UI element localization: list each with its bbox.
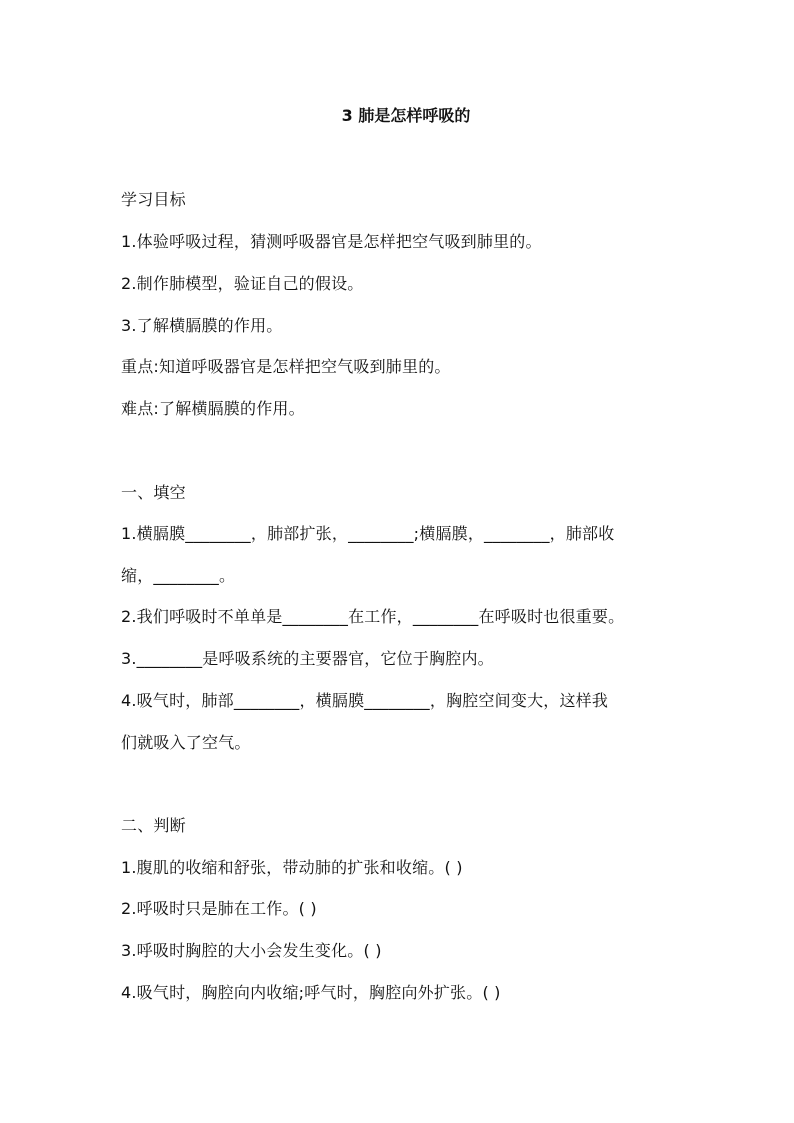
judge-question-1: 1.腹肌的收缩和舒张，带动肺的扩张和收缩。( ) — [121, 858, 463, 877]
fill-question-3: 3.________是呼吸系统的主要器官，它位于胸腔内。 — [121, 649, 494, 668]
page-title: 3 肺是怎样呼吸的 — [341, 106, 471, 125]
fill-question-1-line-2: 缩，________。 — [121, 566, 236, 585]
section2-heading: 二、判断 — [121, 816, 186, 835]
judge-question-2: 2.呼吸时只是肺在工作。( ) — [121, 899, 317, 918]
difficulty-point: 难点:了解横膈膜的作用。 — [121, 399, 305, 418]
judge-question-4: 4.吸气时，胸腔向内收缩;呼气时，胸腔向外扩张。( ) — [121, 983, 501, 1002]
objective-item-2: 2.制作肺模型，验证自己的假设。 — [121, 274, 364, 293]
objective-item-1: 1.体验呼吸过程，猜测呼吸器官是怎样把空气吸到肺里的。 — [121, 232, 542, 251]
fill-question-4-line-1: 4.吸气时，肺部________，横膈膜________，胸腔空间变大，这样我 — [121, 691, 609, 710]
objectives-heading: 学习目标 — [121, 190, 186, 209]
judge-question-3: 3.呼吸时胸腔的大小会发生变化。( ) — [121, 941, 382, 960]
fill-question-4-line-2: 们就吸入了空气。 — [121, 733, 251, 752]
key-point: 重点:知道呼吸器官是怎样把空气吸到肺里的。 — [121, 357, 451, 376]
section1-heading: 一、填空 — [121, 483, 186, 502]
objective-item-3: 3.了解横膈膜的作用。 — [121, 316, 283, 335]
fill-question-2: 2.我们呼吸时不单单是________在工作，________在呼吸时也很重要。 — [121, 607, 625, 626]
fill-question-1-line-1: 1.横膈膜________，肺部扩张，________;横膈膜，________，肺部收 — [121, 524, 615, 543]
